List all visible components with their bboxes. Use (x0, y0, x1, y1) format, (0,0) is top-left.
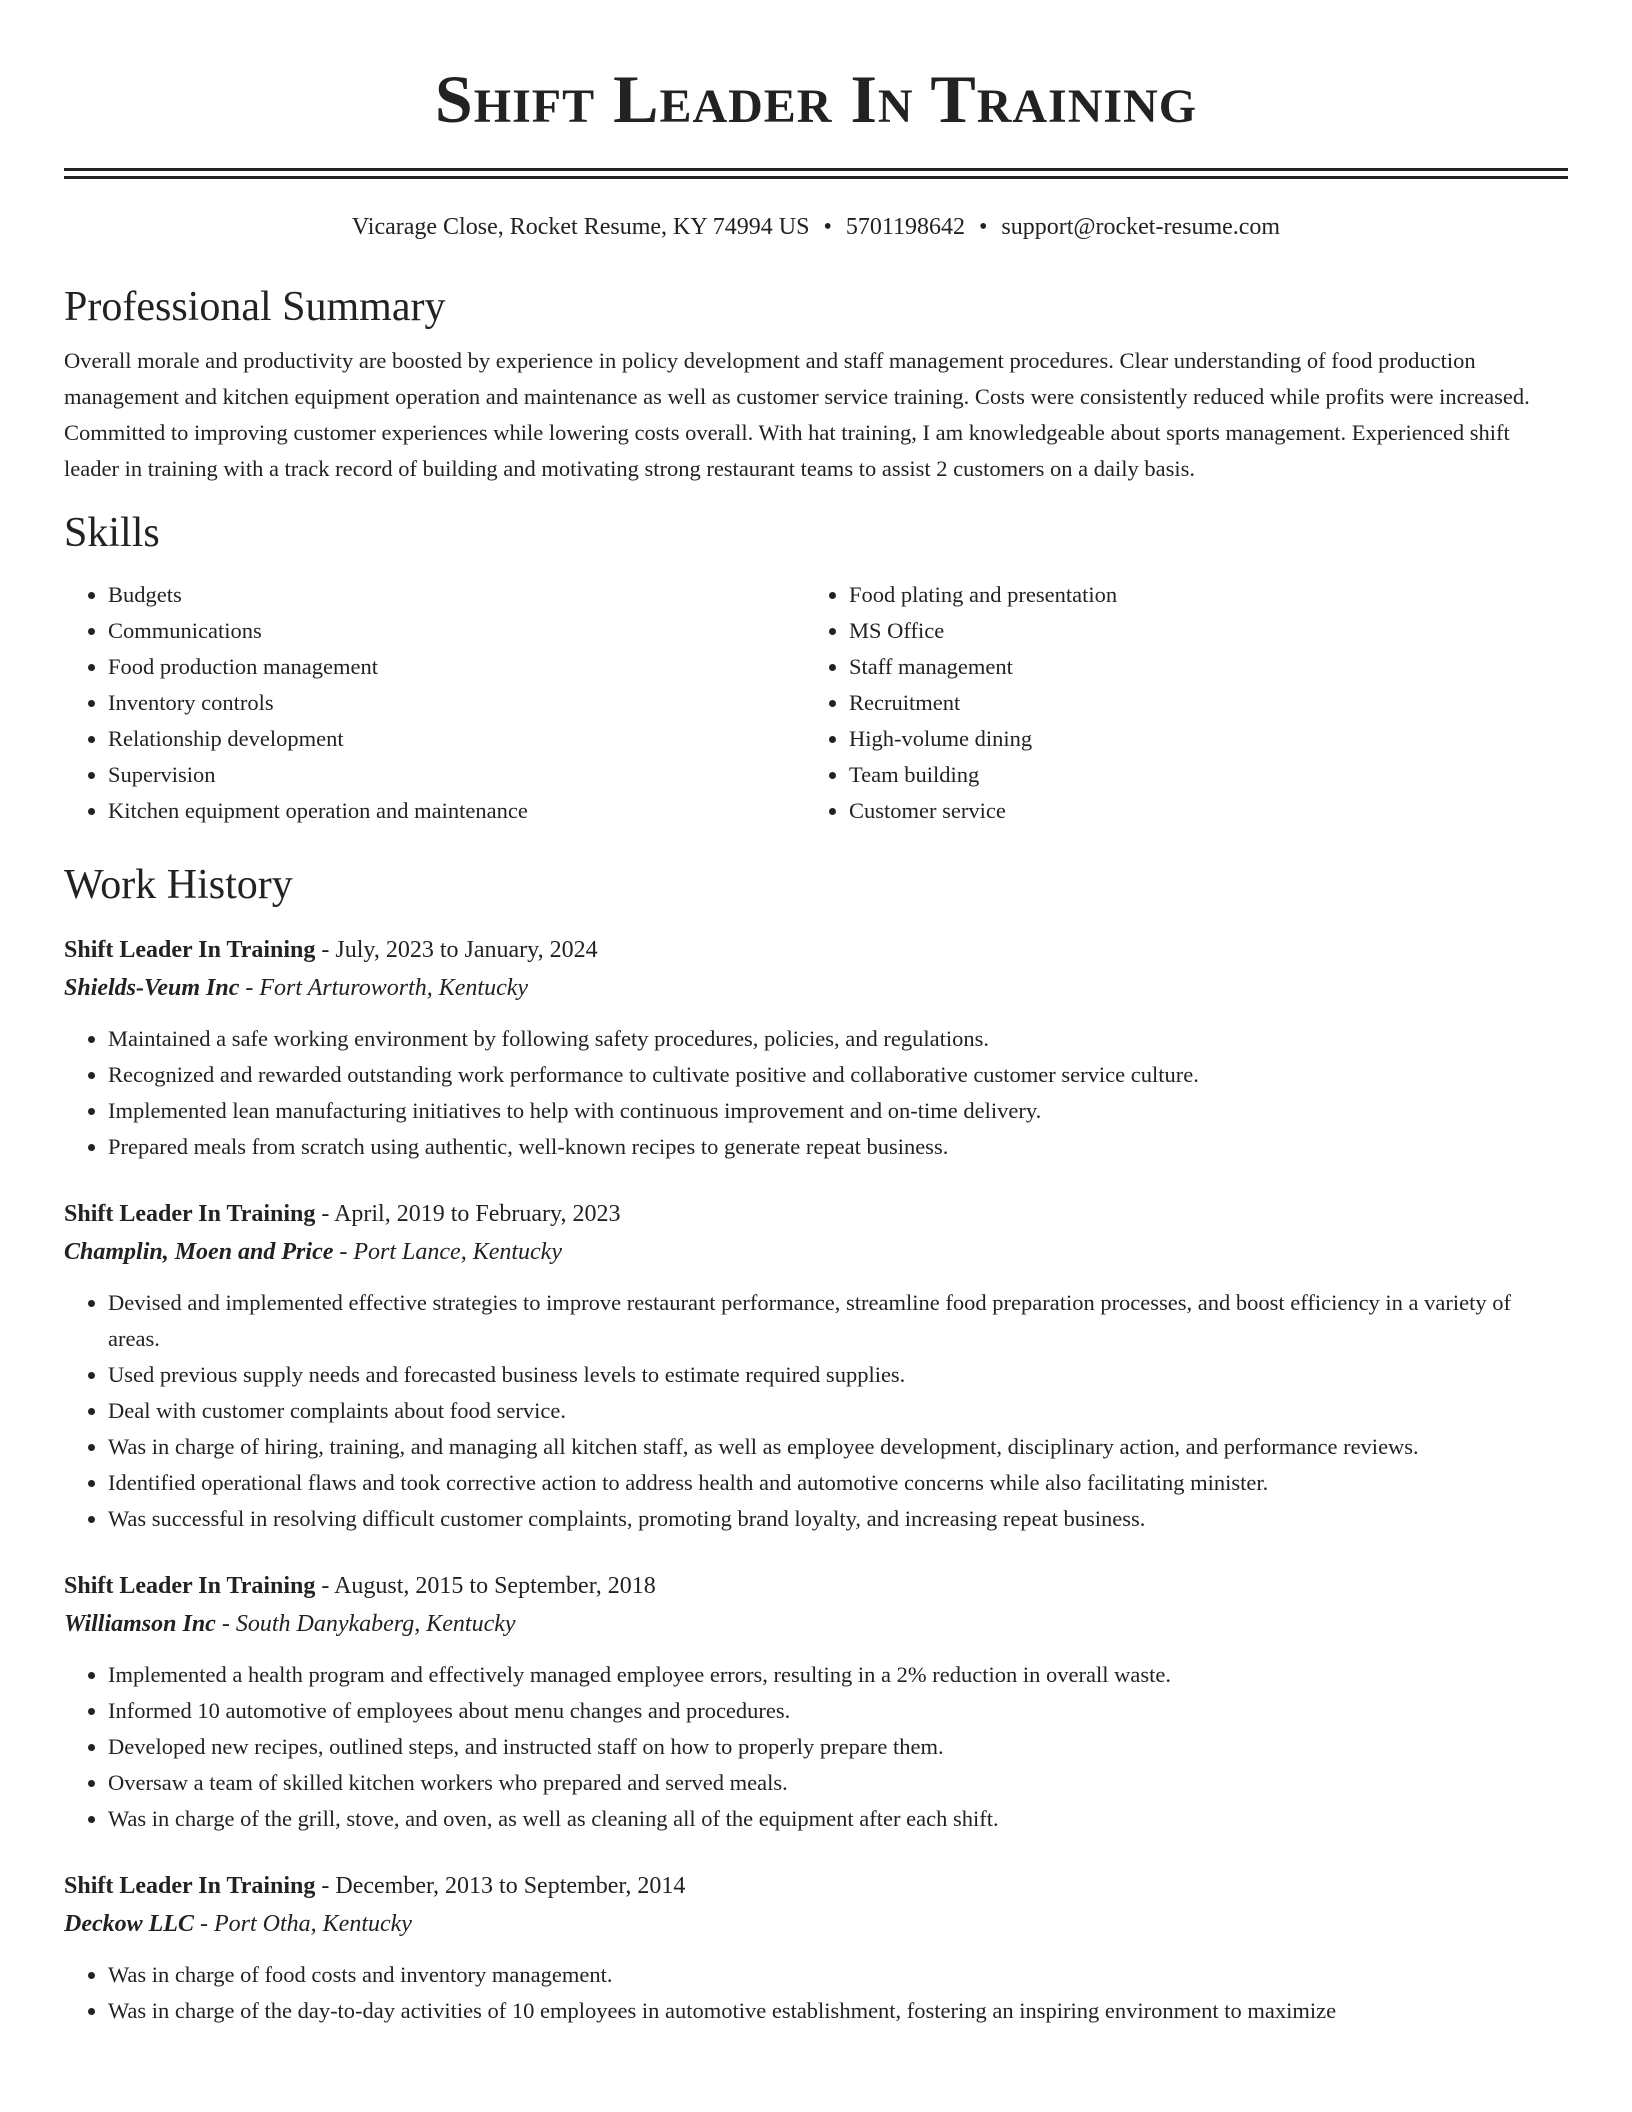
skill-item: • Kitchen equipment operation and maintenance (108, 793, 805, 829)
job-title: Shift Leader In Training (64, 1201, 316, 1227)
resume-name: Shift Leader In Training (434, 61, 1198, 137)
job-bullet: • Oversaw a team of skilled kitchen workers who prepared and served meals. (108, 1765, 1568, 1801)
skill-item: • Communications (108, 613, 805, 649)
job-bullet: • Implemented a health program and effectively managed employee errors, resulting in a 2% reduction in overall waste. (108, 1657, 1568, 1693)
job-location: Port Otha, Kentucky (213, 1911, 412, 1937)
job-title-line (64, 1195, 1568, 1233)
contact-separator: • (823, 214, 832, 240)
job-dates: April, 2019 to February, 2023 (334, 1201, 621, 1227)
job-bullets (64, 1657, 1568, 1837)
job-dates: December, 2013 to September, 2014 (335, 1873, 686, 1899)
job-title-line (64, 931, 1568, 969)
skills-column-left (64, 577, 805, 829)
job-bullets (64, 1957, 1568, 2029)
job-location: Port Lance, Kentucky (353, 1239, 562, 1265)
job-company: Shields-Veum Inc (64, 975, 240, 1001)
skill-item: • Recruitment (849, 685, 1546, 721)
job-title: Shift Leader In Training (64, 937, 316, 963)
job-bullet: • Was in charge of hiring, training, and managing all kitchen staff, as well as employee development, disciplinary action, and performance reviews. (108, 1429, 1568, 1465)
job-bullet: • Identified operational flaws and took corrective action to address health and automotive concerns while also facilitating minister. (108, 1465, 1568, 1501)
skill-item: • Food plating and presentation (849, 577, 1546, 613)
job-dash: - (193, 1911, 214, 1937)
job-bullet: • Recognized and rewarded outstanding work performance to cultivate positive and collaborative customer service culture. (108, 1057, 1568, 1093)
job-dash: - (239, 975, 260, 1001)
job-entry (64, 1867, 1568, 2029)
contact-email: support@rocket-resume.com (1001, 214, 1281, 240)
job-dash: - (315, 1873, 336, 1899)
job-dash: - (333, 1239, 354, 1265)
job-location: South Danykaberg, Kentucky (235, 1611, 516, 1637)
job-bullet: • Implemented lean manufacturing initiatives to help with continuous improvement and on-time delivery. (108, 1093, 1568, 1129)
contact-address: Vicarage Close, Rocket Resume, KY 74994 US (351, 214, 810, 240)
job-bullet: • Deal with customer complaints about food service. (108, 1393, 1568, 1429)
job-dash: - (315, 937, 336, 963)
skill-item: • Budgets (108, 577, 805, 613)
job-bullet: • Developed new recipes, outlined steps, and instructed staff on how to properly prepare them. (108, 1729, 1568, 1765)
job-bullet: • Informed 10 automotive of employees about menu changes and procedures. (108, 1693, 1568, 1729)
skill-item: • Inventory controls (108, 685, 805, 721)
summary-heading: Professional Summary (64, 284, 446, 330)
job-bullet: • Used previous supply needs and forecasted business levels to estimate required supplies. (108, 1357, 1568, 1393)
job-company-line (64, 1233, 1568, 1271)
work-history-heading: Work History (64, 862, 293, 908)
job-bullet: • Was in charge of food costs and inventory management. (108, 1957, 1568, 1993)
job-title-line (64, 1567, 1568, 1605)
skill-item: • Supervision (108, 757, 805, 793)
contact-separator: • (979, 214, 988, 240)
job-title: Shift Leader In Training (64, 1873, 316, 1899)
job-bullet: • Maintained a safe working environment by following safety procedures, policies, and regulations. (108, 1021, 1568, 1057)
skill-item: • Staff management (849, 649, 1546, 685)
job-dash: - (315, 1201, 335, 1227)
skill-item: • Food production management (108, 649, 805, 685)
job-bullets (64, 1285, 1568, 1537)
skill-item: • High-volume dining (849, 721, 1546, 757)
job-dash: - (215, 1611, 236, 1637)
job-company: Deckow LLC (64, 1911, 194, 1937)
contact-line (64, 211, 1568, 243)
job-bullet: • Was in charge of the grill, stove, and oven, as well as cleaning all of the equipment after each shift. (108, 1801, 1568, 1837)
skill-item: • Relationship development (108, 721, 805, 757)
job-title: Shift Leader In Training (64, 1573, 316, 1599)
job-dash: - (315, 1573, 335, 1599)
job-company: Champlin, Moen and Price (64, 1239, 334, 1265)
job-entry (64, 1195, 1568, 1537)
skills-column-right (805, 577, 1546, 829)
skills-list (64, 577, 1568, 829)
contact-phone: 5701198642 (845, 214, 965, 240)
job-bullet: • Devised and implemented effective strategies to improve restaurant performance, streamline food preparation processes, and boost efficiency in a variety of areas. (108, 1285, 1568, 1357)
summary-text: Overall morale and productivity are boosted by experience in policy development and staff management procedures. Clear understanding of food production management and kitchen equipment operation and maintenance as well as customer service training. Costs were consistently reduced while profits were increased. Committed to improving customer experiences while lowering costs overall. With hat training, I am knowledgeable about sports management. Experienced shift leader in training with a track record of building and motivating strong restaurant teams to assist 2 customers on a daily basis. (64, 348, 1530, 481)
job-location: Fort Arturoworth, Kentucky (259, 975, 529, 1001)
job-entry (64, 931, 1568, 1165)
job-bullet: • Was in charge of the day-to-day activities of 10 employees in automotive establishment, fostering an inspiring environment to maximize (108, 1993, 1568, 2029)
skill-item: • MS Office (849, 613, 1546, 649)
skill-item: • Team building (849, 757, 1546, 793)
job-company-line (64, 1605, 1568, 1643)
job-entry (64, 1567, 1568, 1837)
job-bullet: • Was successful in resolving difficult customer complaints, promoting brand loyalty, and increasing repeat business. (108, 1501, 1568, 1537)
job-company-line (64, 1905, 1568, 1943)
job-dates: August, 2015 to September, 2018 (334, 1573, 656, 1599)
skill-item: • Customer service (849, 793, 1546, 829)
header-rule-top (64, 168, 1568, 171)
job-title-line (64, 1867, 1568, 1905)
resume-page (64, 0, 1568, 2029)
job-bullet: • Prepared meals from scratch using authentic, well-known recipes to generate repeat business. (108, 1129, 1568, 1165)
skills-heading: Skills (64, 510, 160, 556)
job-dates: July, 2023 to January, 2024 (335, 937, 598, 963)
job-company: Williamson Inc (64, 1611, 216, 1637)
job-bullets (64, 1021, 1568, 1165)
job-company-line (64, 969, 1568, 1007)
header-rule-bottom (64, 176, 1568, 179)
